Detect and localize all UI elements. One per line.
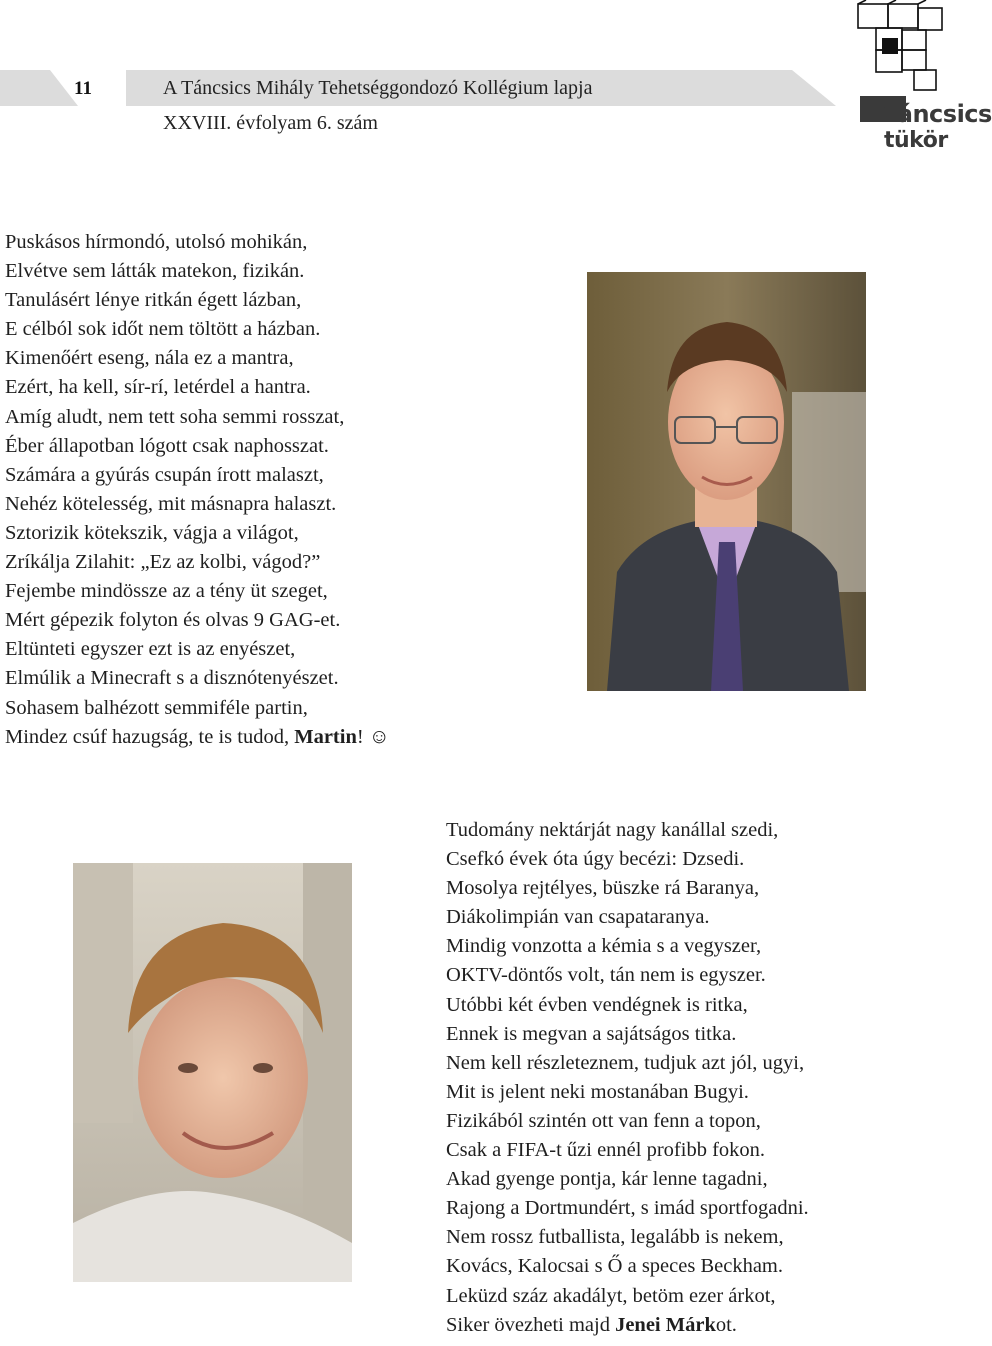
poem-line: Akad gyenge pontja, kár lenne tagadni, — [446, 1168, 768, 1191]
poem-line: Sohasem balhézott semmiféle partin, — [5, 696, 308, 719]
portrait-photo-martin — [587, 272, 866, 691]
poem-line: Tanulásért lénye ritkán égett lázban, — [5, 289, 302, 312]
poem-line: Puskásos hírmondó, utolsó mohikán, — [5, 231, 308, 253]
poem-line: Ennek is megvan a sajátságos titka. — [446, 1022, 737, 1045]
poem-line: Eltünteti egyszer ezt is az enyészet, — [5, 638, 296, 661]
poem-martin — [5, 228, 390, 752]
poem-line: Leküzd száz akadályt, betöm ezer árkot, — [446, 1284, 776, 1307]
poem-line: Amíg aludt, nem tett soha semmi rosszat, — [5, 405, 345, 428]
poem-line: E célból sok időt nem töltött a házban. — [5, 318, 321, 341]
poem-text: Mindez csúf hazugság, te is tudod, — [5, 725, 295, 748]
poem-line: Utóbbi két évben vendégnek is ritka, — [446, 993, 748, 1016]
poem-line: Nehéz kötelesség, mit másnapra halaszt. — [5, 492, 337, 515]
portrait-photo-jenei-mark — [73, 863, 352, 1282]
poem-line: Mért gépezik folyton és olvas 9 GAG-et. — [5, 609, 341, 632]
poem-line: Rajong a Dortmundért, s imád sportfogadni. — [446, 1197, 809, 1220]
poem-line: Fizikából szintén ott van fenn a topon, — [446, 1109, 761, 1132]
poem-line: Kovács, Kalocsai s Ő a speces Beckham. — [446, 1255, 783, 1278]
poem-line: Számára a gyúrás csupán írott malaszt, — [5, 463, 324, 486]
poem-line: Fejembe mindössze az a tény üt szeget, — [5, 580, 328, 603]
poem-text: ! ☺ — [356, 725, 390, 748]
poem-line: Elvétve sem látták matekon, fizikán. — [5, 260, 305, 283]
poem-line: OKTV-döntős volt, tán nem is egyszer. — [446, 964, 766, 987]
poem-last-line — [5, 723, 390, 752]
poem-line: Tudomány nektárját nagy kanállal szedi, — [446, 819, 779, 841]
issue-line: XXVIII. évfolyam 6. szám — [163, 112, 378, 134]
poem-text: ot. — [715, 1313, 737, 1336]
poem-jenei-mark — [446, 816, 809, 1340]
poem-line: Csefkó évek óta úgy becézi: Dzsedi. — [446, 848, 745, 871]
poem-line: Mosolya rejtélyes, büszke rá Baranya, — [446, 877, 760, 900]
logo-word-tancsics: Táncsics — [884, 100, 992, 128]
poem-line: Elmúlik a Minecraft s a disznótenyészet. — [5, 667, 339, 690]
honoree-name: Jenei Márk — [615, 1313, 716, 1336]
poem-line: Nem kell részleteznem, tudjuk azt jól, ugyi, — [446, 1051, 805, 1074]
poem-text: Siker övezheti majd — [446, 1313, 616, 1336]
page-number: 11 — [74, 78, 92, 99]
poem-line: Sztorizik kötekszik, vágja a világot, — [5, 521, 299, 544]
poem-last-line — [446, 1311, 809, 1340]
poem-line: Ezért, ha kell, sír-rí, letérdel a hantra. — [5, 376, 311, 399]
poem-line: Kimenőért eseng, nála ez a mantra, — [5, 347, 294, 370]
poem-line: Diákolimpián van csapataranya. — [446, 906, 710, 929]
poem-line: Zríkálja Zilahit: „Ez az kolbi, vágod?” — [5, 551, 321, 574]
poem-line: Mit is jelent neki mostanában Bugyi. — [446, 1080, 749, 1103]
journal-title: A Táncsics Mihály Tehetséggondozó Kollégium lapja — [163, 77, 593, 99]
honoree-name: Martin — [294, 725, 357, 748]
logo-word-tukor: tükör — [884, 128, 948, 153]
poem-line: Nem rossz futballista, legalább is nekem, — [446, 1226, 784, 1249]
poem-line: Mindig vonzotta a kémia s a vegyszer, — [446, 935, 762, 958]
poem-line: Éber állapotban lógott csak naphosszat. — [5, 434, 329, 457]
poem-line: Csak a FIFA-t űzi ennél profibb fokon. — [446, 1139, 766, 1162]
